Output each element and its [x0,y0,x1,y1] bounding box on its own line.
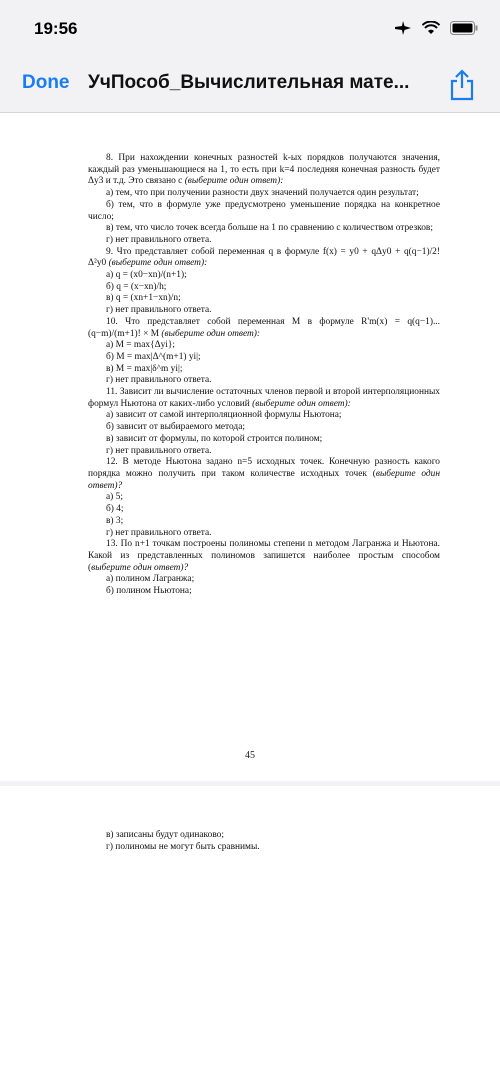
line-hint: выберите один ответ)? [88,468,440,491]
text-line [88,317,440,340]
text-line [88,340,440,352]
line-hint: (выберите один ответ): [159,328,261,339]
document-page-46 [0,786,500,1082]
line-text: 12. В методе Ньютона задано n=5 исходных точек. Конечную разность какого порядка можно получить при таком количестве исходных точек ( [88,457,440,479]
text-line [88,539,440,574]
line-text: 8. При нахождении конечных разностей k-ых порядков получаются значения, каждый раз уменьшающиеся на 1, то есть при k=4 последняя конечная разность будет Δy3 и т.д. Это связано с [88,153,440,187]
line-hint: (выберите один ответ): [182,176,284,187]
line-text: в) 3; [106,515,124,526]
line-text: в) q = (xn+1−xn)/n; [106,293,181,304]
battery-icon [450,21,478,35]
text-line [88,504,440,516]
line-text: 11. Зависит ли вычисление остаточных членов первой и второй интерполяционных формул Ньютона от каких-либо условий [88,387,440,409]
airplane-icon [394,20,412,36]
page-text [88,153,440,598]
line-text: б) полином Ньютона; [106,586,192,597]
text-line [88,574,440,586]
text-line [88,446,440,458]
line-text: а) 5; [106,492,123,503]
status-icons [394,20,478,36]
text-line [88,188,440,200]
line-text: г) нет правильного ответа. [106,527,212,538]
line-text: а) M = max{Δyi}; [106,340,176,351]
line-hint: (выберите один ответ): [249,398,351,409]
text-line [88,434,440,446]
line-text: г) нет правильного ответа. [106,305,212,316]
page-number: 45 [245,750,255,761]
line-text: б) зависит от выбираемого метода; [106,422,245,433]
text-line [88,153,440,188]
line-text: а) тем, что при получении разности двух значений получается один результат; [106,188,419,199]
line-text: г) нет правильного ответа. [106,234,212,245]
text-line [88,293,440,305]
text-line [88,200,440,223]
text-line [88,270,440,282]
line-text: б) q = (x−xn)/h; [106,281,167,292]
status-time: 19:56 [34,19,78,38]
wifi-icon [422,21,440,35]
document-title: УчПособ_Вычислительная мате... [88,72,410,93]
text-line [88,492,440,504]
line-text: в) зависит от формулы, по которой строится полином; [106,433,323,444]
document-page-45 [0,113,500,781]
text-line [88,364,440,376]
share-icon[interactable] [448,68,476,102]
line-text: б) M = max|Δ^(m+1) yi|; [106,351,201,362]
line-text: 9. Что представляет собой переменная q в формуле f(x) = y0 + qΔy0 + q(q−1)/2! Δ²y0 [88,246,440,269]
text-line [88,457,440,492]
line-text: б) 4; [106,504,124,515]
line-text: а) q = (x0−xn)/(n+1); [106,270,187,281]
line-text: а) полином Лагранжа; [106,574,195,585]
text-line [88,516,440,528]
text-line [88,352,440,364]
text-line [88,223,440,235]
done-button[interactable]: Done [22,72,70,93]
line-text: б) тем, что в формуле уже предусмотрено уменьшение порядка на конкретное число; [88,199,440,222]
line-text: 13. По n+1 точкам построены полиномы степени n методом Лагранжа и Ньютона. Какой из представленных полиномов запишется наиболее простым способом ( [88,539,440,573]
text-line [88,247,440,270]
viewer-toolbar [0,60,500,113]
line-text: в) тем, что число точек всегда больше на 1 по сравнению с количеством отрезков; [106,223,433,234]
line-hint: (выберите один ответ): [106,258,208,269]
line-text: в) записаны будут одинаково; [106,830,224,840]
text-line [88,305,440,317]
page-text [88,830,440,853]
text-line [88,375,440,387]
text-line [88,830,440,842]
text-line [88,586,440,598]
text-line [88,410,440,422]
line-text: 10. Что представляет собой переменная M в формуле R'm(x) = q(q−1)...(q−m)/(m+1)! × M [88,316,440,339]
text-line [88,387,440,410]
line-text: г) полиномы не могут быть сравнимы. [106,841,260,852]
line-text: г) нет правильного ответа. [106,375,212,386]
text-line [88,422,440,434]
text-line [88,282,440,294]
text-line [88,235,440,247]
status-bar [0,0,500,60]
line-text: г) нет правильного ответа. [106,445,212,456]
text-line [88,528,440,540]
text-line [88,842,440,854]
line-text: а) зависит от самой интерполяционной формулы Ньютона; [106,410,342,421]
line-hint: выберите один ответ)? [91,562,189,573]
line-text: в) M = max|δ^m yi|; [106,363,183,374]
